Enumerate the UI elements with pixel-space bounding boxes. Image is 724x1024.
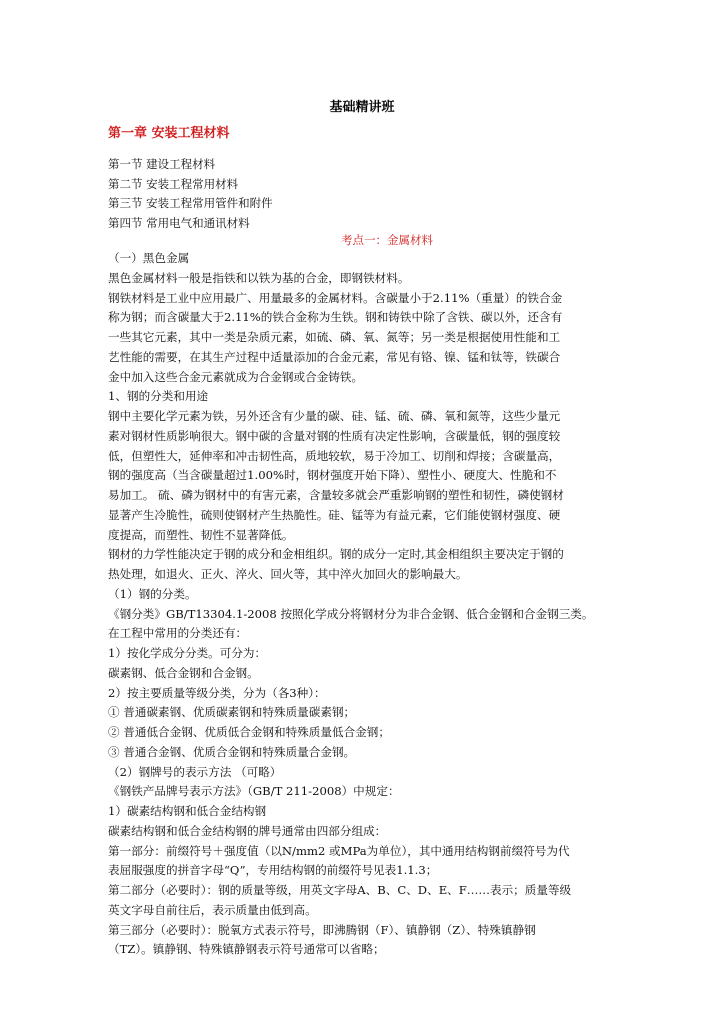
text-line: 热处理，如退火、正火、淬火、回火等，其中淬火加回火的影响最大。 <box>108 567 468 581</box>
text-line: 金中加入这些合金元素就成为合金钢或合金铸铁。 <box>108 369 364 384</box>
text-line: 《钢分类》GB/T13304.1-2008 按照化学成分将钢材分为非合金钢、低合金钢和合金钢三类。 <box>108 606 594 621</box>
text-line: 《钢铁产品牌号表示方法》（GB/T 211-2008）中规定： <box>108 784 400 799</box>
section-item: 第二节 安装工程常用材料 <box>108 176 239 191</box>
text-line: 钢铁材料是工业中应用最广、用量最多的金属材料。含碳量小于2.11%（重量）的铁合金 <box>108 290 563 305</box>
section-item: 第三节 安装工程常用管件和附件 <box>108 196 273 211</box>
text-line: 一些其它元素，其中一类是杂质元素，如硫、磷、氧、氮等；另一类是根据使用性能和工 <box>108 330 561 344</box>
text-line: 1）碳素结构钢和低合金结构钢 <box>108 804 267 818</box>
text-line: 低，但塑性大，延伸率和冲击韧性高，质地较软，易于冷加工、切削和焊接；含碳量高， <box>108 448 561 463</box>
text-line: 第二部分（必要时）：钢的质量等级，用英文字母A、B、C、D、E、F……表示；质量等级 <box>108 883 572 897</box>
text-line: （TZ）。镇静钢、特殊镇静钢表示符号通常可以省略； <box>108 942 385 957</box>
text-line: 显著产生冷脆性，硫则使钢材产生热脆性。硅、锰等为有益元素，它们能使钢材强度、硬 <box>108 507 561 522</box>
text-line: 钢的强度高（当含碳量超过1.00%时，钢材强度开始下降）、塑性小、硬度大、性脆和不 <box>108 468 557 483</box>
text-line: 素对钢材性质影响很大。钢中碳的含量对钢的性质有决定性影响，含碳量低，钢的强度较 <box>108 428 561 443</box>
text-line: 钢材的力学性能决定于钢的成分和金相组织。钢的成分一定时,其金相组织主要决定于钢的 <box>108 547 564 562</box>
text-line: 黑色金属材料一般是指铁和以铁为基的合金，即钢铁材料。 <box>108 270 410 285</box>
text-line: 艺性能的需要，在其生产过程中适量添加的合金元素，常见有铬、镍、锰和钛等，铁碳合 <box>108 349 561 364</box>
text-line: 第三部分（必要时）：脱氧方式表示符号，即沸腾钢（F）、镇静钢（Z）、特殊镇静钢 <box>108 922 536 937</box>
text-line: 在工程中常用的分类还有： <box>108 626 248 641</box>
text-line: 2）按主要质量等级分类，分为（各3种）： <box>108 685 326 700</box>
text-line: 易加工。 硫、磷为钢材中的有害元素，含量较多就会严重影响钢的塑性和韧性，磷使钢材 <box>108 488 564 502</box>
text-line: 称为钢；而含碳量大于2.11%的铁合金称为生铁。钢和铸铁中除了含铁、碳以外，还含有 <box>108 310 563 325</box>
text-line: 英文字母自前往后，表示质量由低到高。 <box>108 902 317 917</box>
text-line: 1）按化学成分分类。可分为： <box>108 646 267 660</box>
text-line: （一）黑色金属 <box>108 251 190 265</box>
document-title: 基础精讲班 <box>329 100 395 115</box>
text-line: 1、钢的分类和用途 <box>108 389 209 404</box>
section-list <box>108 155 273 234</box>
text-line: 第一部分：前缀符号＋强度值（以N/mm2 或MPa为单位），其中通用结构钢前缀符号为代 <box>108 843 570 858</box>
text-line: 钢中主要化学元素为铁，另外还含有少量的碳、硅、锰、硫、磷、氧和氮等，这些少量元 <box>108 409 561 423</box>
text-line: （2）钢牌号的表示方法 （可略） <box>108 764 282 779</box>
chapter-heading: 第一章 安装工程材料 <box>108 126 230 141</box>
body-text <box>108 249 628 960</box>
section-item: 第四节 常用电气和通讯材料 <box>108 216 250 231</box>
text-line: 表屈服强度的拼音字母“Q”，专用结构钢的前缀符号见表1.1.3； <box>108 863 438 878</box>
text-line: 碳素钢、低合金钢和合金钢。 <box>108 665 259 680</box>
text-line: 碳素结构钢和低合金结构钢的牌号通常由四部分组成： <box>108 823 387 838</box>
exam-point-heading: 考点一：金属材料 <box>341 233 433 247</box>
text-line: ③ 普通合金钢、优质合金钢和特殊质量合金钢。 <box>108 744 356 759</box>
text-line: 度提高，而塑性、韧性不显著降低。 <box>108 527 294 542</box>
section-item: 第一节 建设工程材料 <box>108 157 216 171</box>
text-line: ① 普通碳素钢、优质碳素钢和特殊质量碳素钢； <box>108 705 356 720</box>
text-line: ② 普通低合金钢、优质低合金钢和特殊质量低合金钢； <box>108 725 390 739</box>
text-line: （1）钢的分类。 <box>108 586 197 601</box>
